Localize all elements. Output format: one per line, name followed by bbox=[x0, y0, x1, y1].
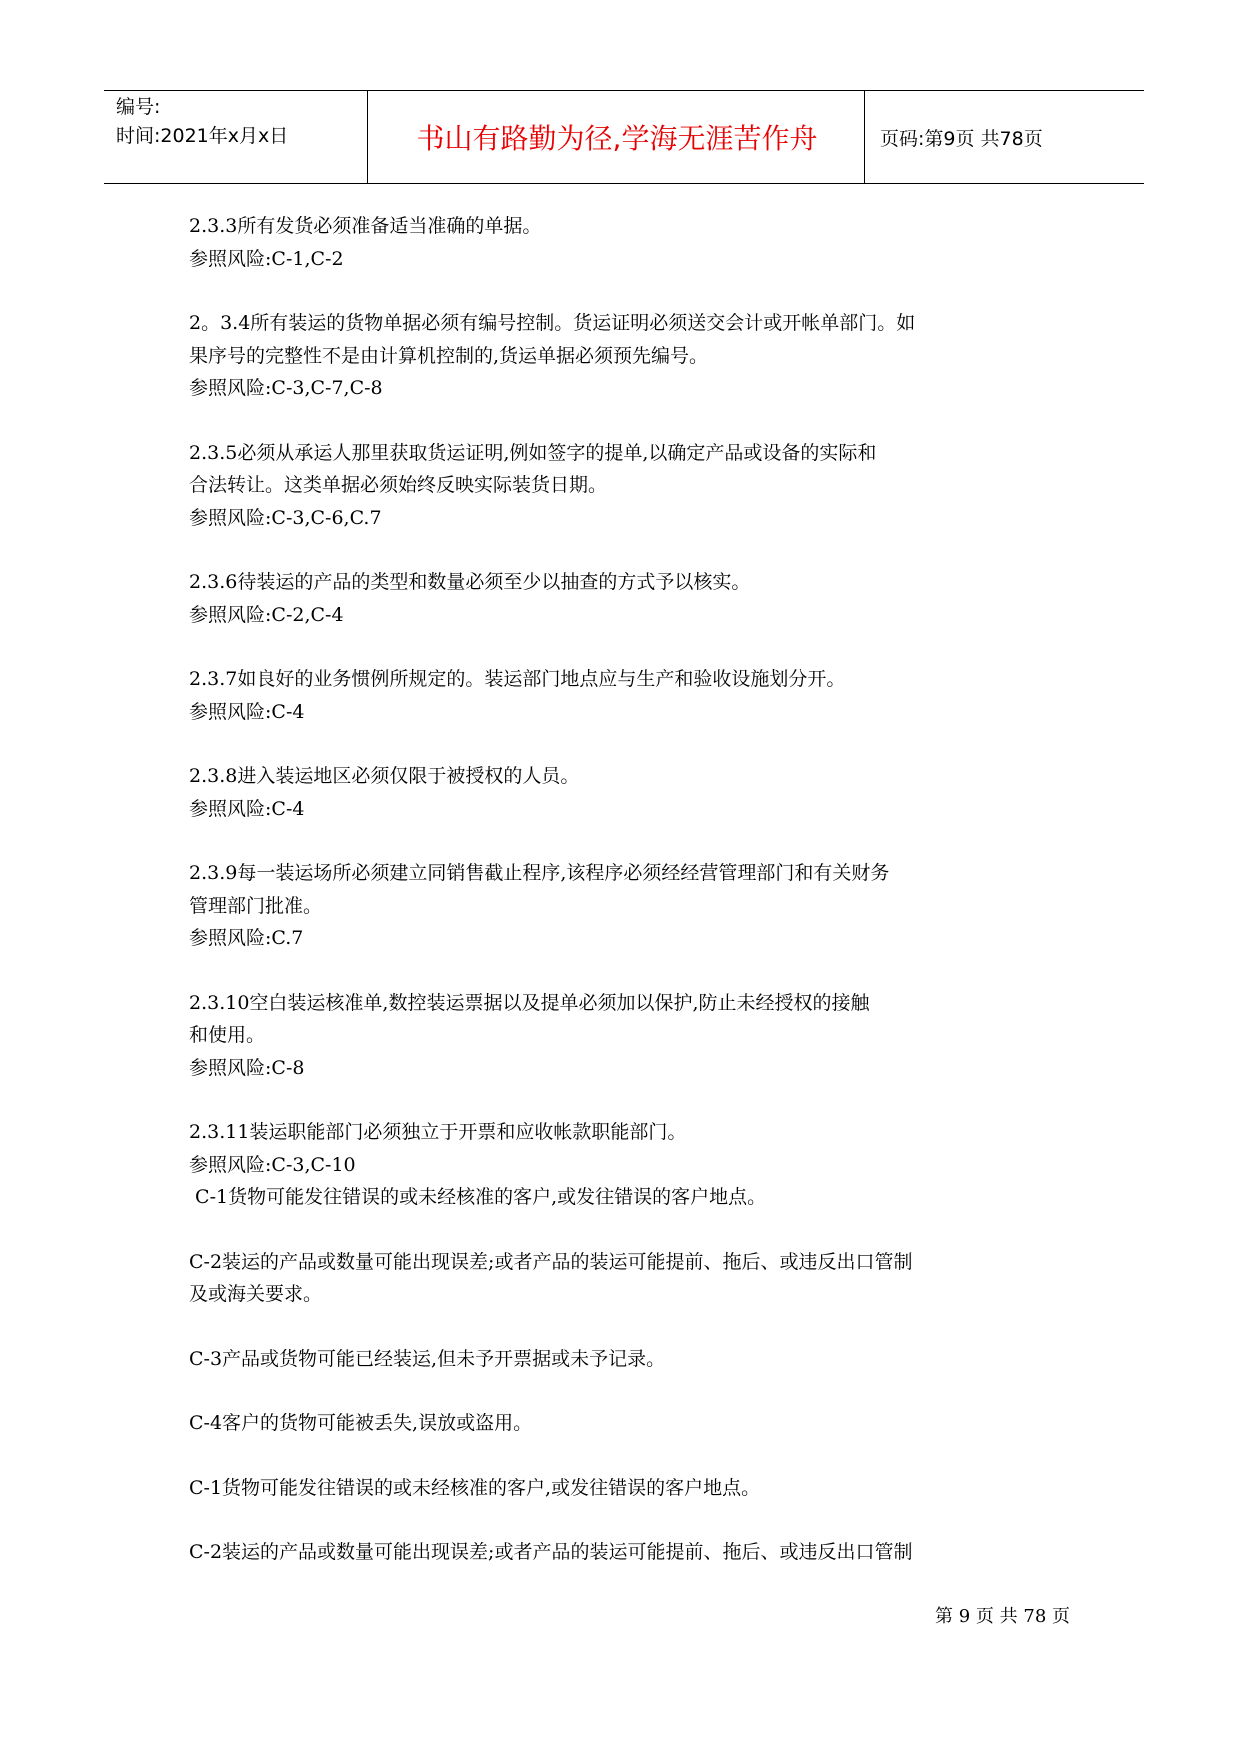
text-line: 参照风险:C-3,C-7,C-8 bbox=[189, 377, 383, 399]
text-line: 参照风险:C.7 bbox=[189, 927, 304, 949]
text-line: 2.3.3所有发货必须准备适当准确的单据。 bbox=[189, 215, 542, 237]
text-line: 2。3.4所有装运的货物单据必须有编号控制。货运证明必须送交会计或开帐单部门。如 bbox=[189, 312, 916, 334]
text-line: C-1货物可能发往错误的或未经核准的客户,或发往错误的客户地点。 bbox=[189, 1186, 767, 1208]
text-line: C-2装运的产品或数量可能出现误差;或者产品的装运可能提前、拖后、或违反出口管制 bbox=[189, 1250, 913, 1273]
text-line: 参照风险:C-1,C-2 bbox=[189, 247, 344, 270]
text-line: 和使用。 bbox=[189, 1024, 266, 1046]
text-line: 参照风险:C-3,C-10 bbox=[189, 1153, 356, 1176]
time-label: 时间:2021年x月x日 bbox=[116, 125, 289, 147]
page-footer: 第 9 页 共 78 页 bbox=[935, 1606, 1070, 1627]
text-line: 2.3.10空白装运核准单,数控装运票据以及提单必须加以保护,防止未经授权的接触 bbox=[189, 991, 870, 1014]
header-divider bbox=[864, 91, 865, 183]
text-line: 2.3.9每一装运场所必须建立同销售截止程序,该程序必须经经营管理部门和有关财务 bbox=[189, 862, 890, 884]
text-line: 管理部门批准。 bbox=[189, 894, 323, 917]
text-line: 参照风险:C-2,C-4 bbox=[189, 603, 344, 626]
text-line: 及或海关要求。 bbox=[189, 1283, 323, 1305]
header-divider bbox=[367, 91, 368, 183]
text-line: 2.3.8进入装运地区必须仅限于被授权的人员。 bbox=[189, 765, 580, 787]
text-line: 合法转让。这类单据必须始终反映实际装货日期。 bbox=[189, 474, 608, 496]
text-line: 参照风险:C-4 bbox=[189, 797, 305, 820]
header-meta bbox=[116, 93, 366, 151]
text-line: 2.3.5必须从承运人那里获取货运证明,例如签字的提单,以确定产品或设备的实际和 bbox=[189, 441, 877, 464]
text-line: C-4客户的货物可能被丢失,误放或盗用。 bbox=[189, 1412, 533, 1434]
header-page-info: 页码:第9页 共78页 bbox=[880, 127, 1043, 150]
number-label: 编号: bbox=[116, 96, 161, 118]
page-header bbox=[104, 90, 1144, 184]
text-line: 参照风险:C-3,C-6,C.7 bbox=[189, 506, 382, 529]
text-line: 参照风险:C-8 bbox=[189, 1056, 305, 1079]
text-line: C-2装运的产品或数量可能出现误差;或者产品的装运可能提前、拖后、或违反出口管制 bbox=[189, 1541, 913, 1563]
text-line: 2.3.6待装运的产品的类型和数量必须至少以抽查的方式予以核实。 bbox=[189, 571, 751, 593]
text-line: C-3产品或货物可能已经装运,但未予开票据或未予记录。 bbox=[189, 1347, 666, 1370]
text-line: C-1货物可能发往错误的或未经核准的客户,或发往错误的客户地点。 bbox=[189, 1476, 761, 1499]
document-body bbox=[189, 210, 1069, 1569]
header-motto: 书山有路勤为径,学海无涯苦作舟 bbox=[416, 122, 818, 155]
text-line: 参照风险:C-4 bbox=[189, 700, 305, 723]
text-line: 2.3.7如良好的业务惯例所规定的。装运部门地点应与生产和验收设施划分开。 bbox=[189, 668, 846, 690]
text-line: 2.3.11装运职能部门必须独立于开票和应收帐款职能部门。 bbox=[189, 1121, 687, 1143]
text-line: 果序号的完整性不是由计算机控制的,货运单据必须预先编号。 bbox=[189, 344, 709, 367]
